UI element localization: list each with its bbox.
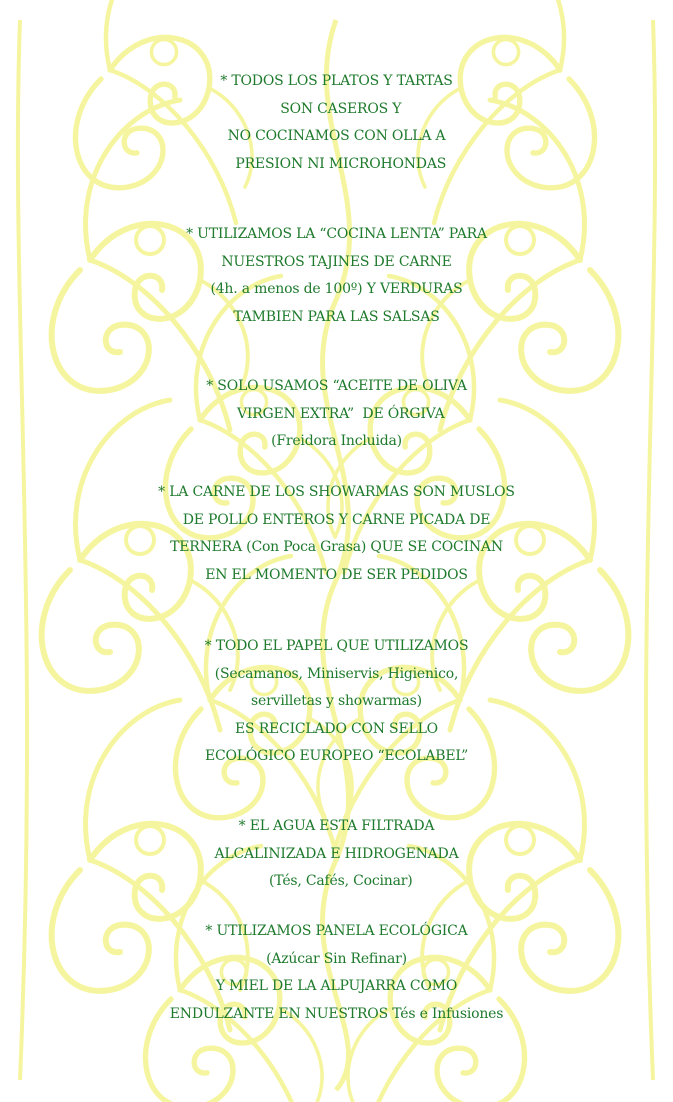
text-line: * TODOS LOS PLATOS Y TARTAS <box>220 73 453 89</box>
text-line: (Tés, Cafés, Cocinar) <box>260 873 413 889</box>
text-line: (Azúcar Sin Refinar) <box>266 950 407 967</box>
text-line: (Freidora Incluida) <box>271 433 402 449</box>
text-line: (Secamanos, Miniservis, Higienico, <box>214 665 459 682</box>
text-line: ENDULZANTE EN NUESTROS Tés e Infusiones <box>169 1005 504 1022</box>
section-carne-showarmas <box>0 479 673 589</box>
text-line: NUESTROS TAJINES DE CARNE <box>221 253 452 270</box>
text-line: * UTILIZAMOS PANELA ECOLÓGICA <box>205 923 468 939</box>
text-line: servilletas y showarmas) <box>251 693 422 709</box>
text-line: TAMBIEN PARA LAS SALSAS <box>233 308 440 325</box>
text-line: * UTILIZAMOS LA “COCINA LENTA” PARA <box>186 226 487 242</box>
text-line: TERNERA (Con Poca Grasa) QUE SE COCINAN <box>170 539 503 555</box>
section-cocina-lenta <box>0 221 673 331</box>
section-panela-ecologica <box>0 918 673 1028</box>
text-line: * SOLO USAMOS “ACEITE DE OLIVA <box>206 378 467 394</box>
section-papel-reciclado <box>0 633 673 771</box>
section-aceite-oliva <box>0 373 673 456</box>
text-line: ES RECICLADO CON SELLO <box>235 720 438 737</box>
text-line: ALCALINIZADA E HIDROGENADA <box>214 845 459 862</box>
text-line: VIRGEN EXTRA” DE ÓRGIVA <box>228 405 445 422</box>
text-line: * EL AGUA ESTA FILTRADA <box>238 818 435 834</box>
text-line: (4h. a menos de 100º) Y VERDURAS <box>210 281 463 297</box>
text-line: DE POLLO ENTEROS Y CARNE PICADA DE <box>182 511 491 528</box>
text-line: PRESION NI MICROHONDAS <box>226 155 447 172</box>
text-line: SON CASEROS Y <box>271 100 402 117</box>
section-agua-filtrada <box>0 813 673 896</box>
text-line: EN EL MOMENTO DE SER PEDIDOS <box>205 566 468 583</box>
text-line: * LA CARNE DE LOS SHOWARMAS SON MUSLOS <box>158 484 515 500</box>
section-platos-caseros <box>0 68 673 178</box>
text-line: ECOLÓGICO EUROPEO “ECOLABEL” <box>204 748 469 764</box>
text-line: NO COCINAMOS CON OLLA A <box>227 128 446 144</box>
text-line: Y MIEL DE LA ALPUJARRA COMO <box>215 978 458 994</box>
text-line: * TODO EL PAPEL QUE UTILIZAMOS <box>204 638 469 654</box>
